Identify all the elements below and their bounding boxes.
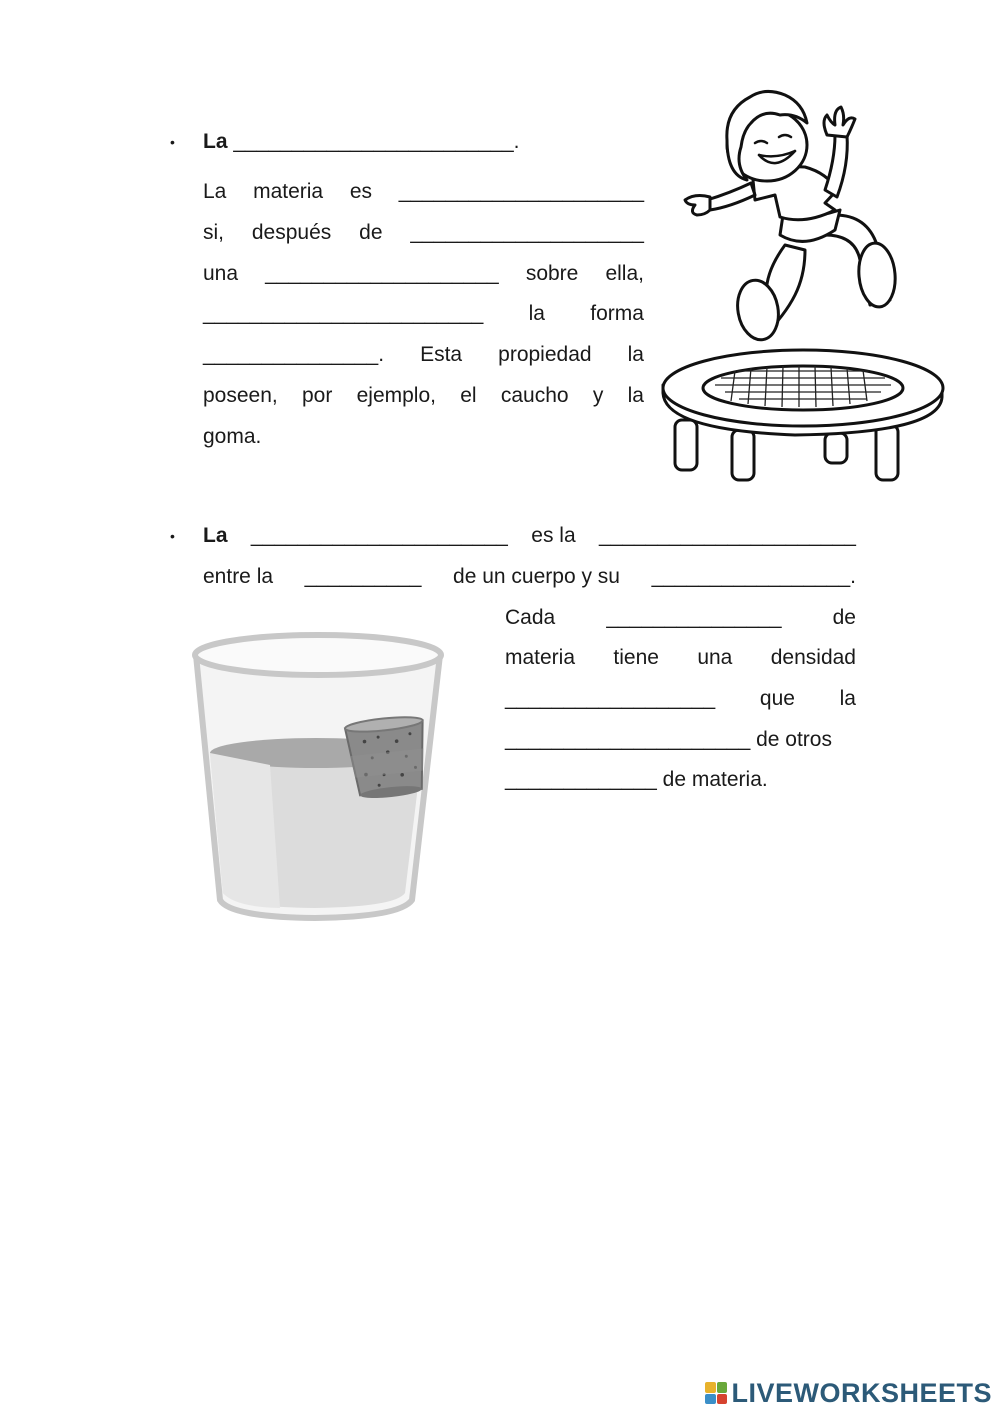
section1-title-blank[interactable]: ________________________ bbox=[233, 130, 514, 153]
fill-blank[interactable]: ____________________ bbox=[410, 221, 644, 244]
section1-line-7: goma. bbox=[203, 425, 262, 448]
word: la bbox=[627, 384, 644, 407]
word: de bbox=[359, 221, 383, 244]
fill-blank[interactable]: ________________________ bbox=[203, 302, 484, 325]
word: tiene bbox=[613, 646, 659, 669]
section2-line-2 bbox=[203, 563, 856, 591]
word: el bbox=[460, 384, 477, 407]
word: materia bbox=[505, 646, 576, 669]
word: densidad bbox=[770, 646, 856, 669]
word: la bbox=[528, 302, 545, 325]
word: materia bbox=[253, 180, 324, 203]
word: de un cuerpo y su bbox=[453, 565, 620, 588]
word: después bbox=[251, 221, 332, 244]
section1-line-4 bbox=[203, 300, 644, 328]
fill-blank[interactable]: _______________. bbox=[203, 343, 385, 366]
fill-blank[interactable]: _______________ bbox=[606, 606, 782, 629]
brand-text: LIVEWORKSHEETS bbox=[731, 1377, 992, 1408]
word: la bbox=[627, 343, 644, 366]
word: caucho bbox=[500, 384, 569, 407]
word: entre la bbox=[203, 565, 274, 588]
section2-right-line-2 bbox=[505, 644, 856, 672]
fill-blank[interactable]: __________ bbox=[304, 565, 422, 588]
section2-right-line-1 bbox=[505, 604, 856, 632]
section1-title-end: . bbox=[513, 130, 520, 153]
fill-blank[interactable]: __________________ bbox=[505, 687, 716, 710]
word: poseen, bbox=[203, 384, 278, 407]
liveworksheets-logo-icon bbox=[705, 1382, 727, 1404]
section1-heading bbox=[203, 128, 520, 156]
section1-line-5 bbox=[203, 341, 644, 369]
fill-blank[interactable]: _________________. bbox=[651, 565, 856, 588]
word: una bbox=[203, 262, 239, 285]
section2-right-line-3 bbox=[505, 685, 856, 713]
bullet-1: • bbox=[170, 134, 175, 150]
section2-right-line-5[interactable]: _____________ de materia. bbox=[505, 768, 768, 791]
liveworksheets-logo bbox=[705, 1378, 992, 1408]
section1-line-6 bbox=[203, 382, 644, 410]
word: Esta bbox=[420, 343, 463, 366]
section2-right-line-4[interactable]: _____________________ de otros bbox=[505, 728, 832, 751]
section2-heading bbox=[203, 522, 856, 550]
word: por bbox=[301, 384, 333, 407]
word: forma bbox=[590, 302, 644, 325]
section1-line-2 bbox=[203, 219, 644, 247]
fill-blank[interactable]: _____________________ bbox=[398, 180, 644, 203]
word: de bbox=[832, 606, 856, 629]
section2-title-word: La bbox=[203, 524, 228, 547]
glass-of-water-with-cork-illustration bbox=[190, 625, 448, 925]
word: ella, bbox=[605, 262, 644, 285]
child-jumping-trampoline-illustration bbox=[655, 85, 950, 490]
word: ejemplo, bbox=[356, 384, 436, 407]
fill-blank[interactable]: ______________________ bbox=[599, 524, 856, 547]
bullet-2: • bbox=[170, 528, 175, 544]
word: que bbox=[759, 687, 795, 710]
word: y bbox=[592, 384, 604, 407]
word: una bbox=[697, 646, 733, 669]
word: sobre bbox=[525, 262, 579, 285]
word: La bbox=[203, 180, 227, 203]
word: si, bbox=[203, 221, 224, 244]
word: es la bbox=[531, 524, 576, 547]
section1-title-word: La bbox=[203, 130, 228, 153]
section1-line-1 bbox=[203, 178, 644, 206]
word: Cada bbox=[505, 606, 556, 629]
fill-blank[interactable]: ______________________ bbox=[250, 524, 508, 547]
fill-blank[interactable]: ____________________ bbox=[265, 262, 499, 285]
word: propiedad bbox=[498, 343, 592, 366]
word: es bbox=[349, 180, 373, 203]
section1-line-3 bbox=[203, 260, 644, 288]
word: la bbox=[839, 687, 856, 710]
